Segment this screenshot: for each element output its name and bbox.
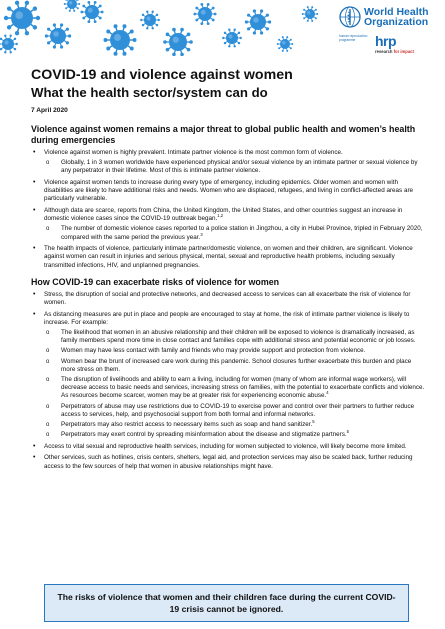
footnote-ref: 1,2 [217, 213, 224, 219]
virus-icon [245, 9, 271, 34]
who-name: World Health Organization [364, 6, 429, 28]
bullet-text: Stress, the disruption of social and protective networks, and decreased access to services can all exacerbate the risk of violence for women. [44, 290, 411, 307]
callout-box [44, 584, 409, 622]
sub-bullet-item [44, 418, 425, 429]
sub-bullet-text: Perpetrators may exert control by spreading misinformation about the disease and stigmatize partners. [61, 431, 347, 439]
bullet-item [31, 311, 425, 440]
sub-bullet-item [44, 225, 425, 241]
footnote-ref: 4 [326, 390, 329, 396]
bullet-text: Violence against women tends to increase during every type of emergency, including epidemics. Older women and women with disabilities are likely to have additional risks and needs. Women who are displaced, refugees, and living in conflict-affected areas are particularly vulnerable. [44, 179, 414, 203]
bullet-item [31, 207, 425, 242]
sub-bullet-text: The likelihood that women in an abusive relationship and their children will be exposed to violence is dramatically increased, as family members spend more time in close contact and families cope with additional stress and potential economic or job losses. [61, 329, 416, 345]
publication-date: 7 April 2020 [31, 107, 68, 114]
logo-area [339, 6, 439, 58]
bullet-item [31, 443, 425, 451]
virus-icon [193, 3, 216, 25]
who-emblem-icon [339, 6, 361, 28]
sub-list [44, 329, 425, 439]
virus-icon [163, 28, 193, 56]
bullet-text: As distancing measures are put in place and people are encouraged to stay at home, the risk of intimate partner violence is likely to increase. For example: [44, 310, 410, 326]
bullet-text: Other services, such as hotlines, crisis centers, shelters, legal aid, and protection services may also be scaled back, further reducing access to the few sources of help that women in abusive relationships might have. [44, 454, 413, 470]
section-1-list [31, 149, 425, 270]
hrp-small-text: human reproduction programme [339, 34, 368, 42]
bullet-item [31, 179, 425, 204]
bullet-text: The health impacts of violence, particularly intimate partner/domestic violence, on women and their children, are significant. Violence against women can result in injuries and serious physical, mental, sexual and reproductive health problems, including sexually transmitted infections, HIV, and unplanned pregnancies. [44, 245, 413, 269]
virus-icon [104, 24, 137, 56]
sub-bullet-text: Women may have less contact with family and friends who may provide support and protection from violence. [61, 347, 366, 355]
virus-icon [0, 35, 18, 54]
sub-bullet-text: The number of domestic violence cases reported to a police station in Jingzhou, a city in Hubei Province, tripled in February 2020, compared with the same period the previous year. [61, 225, 423, 241]
hrp-wordmark: hrp [375, 33, 397, 49]
footnote-ref: 3 [200, 231, 203, 237]
impact-accent: for impact [393, 49, 414, 54]
sub-bullet-item [44, 431, 425, 439]
impact-prefix: research [375, 49, 394, 54]
sub-bullet-item [44, 347, 425, 355]
sub-bullet-item [44, 358, 425, 374]
callout-text: The risks of violence that women and their children face during the current COVID-19 crisis cannot be ignored. [57, 592, 396, 614]
sub-bullet-text: Women bear the brunt of increased care work during this pandemic. School closures further exacerbate this burden and place more stress on them. [61, 357, 412, 373]
virus-icon [277, 36, 294, 52]
section-heading: Violence against women remains a major threat to global public health and women’s health during emergencies [31, 124, 416, 145]
footnote-ref: 5 [312, 418, 315, 424]
bullet-text: Access to vital sexual and reproductive health services, including for women subjected to violence, will likely become more limited. [44, 442, 407, 450]
virus-icon [140, 11, 160, 30]
bullet-item [31, 245, 425, 270]
hrp-logo [339, 33, 439, 57]
virus-icon [45, 23, 71, 48]
sub-bullet-text: Globally, 1 in 3 women worldwide have experienced physical and/or sexual violence by an intimate partner or sexual violence by any perpetrator in their lifetime. Most of this is intimate partner violence. [61, 159, 418, 175]
bullet-item [31, 149, 425, 176]
sub-bullet-item [44, 159, 425, 175]
sub-bullet-item [44, 403, 425, 419]
page-subtitle: What the health sector/system can do [31, 85, 268, 100]
sub-bullet-text: Perpetrators may also restrict access to necessary items such as soap and hand sanitizer. [61, 421, 313, 429]
section-2-list [31, 291, 425, 471]
footnote-ref: 5 [346, 429, 349, 435]
virus-icon [222, 29, 242, 48]
research-for-impact [375, 49, 414, 54]
bullet-item [31, 454, 425, 470]
virus-icon [64, 0, 81, 12]
virus-icon [4, 1, 40, 36]
bullet-text: Violence against women is highly prevalent. Intimate partner violence is the most common form of violence. [44, 149, 343, 156]
header-banner [0, 0, 445, 62]
bullet-text: Although data are scarce, reports from China, the United Kingdom, the United States, and other countries suggest an increase in domestic violence cases since the COVID-19 outbreak began. [44, 207, 403, 223]
document-body [31, 66, 425, 474]
sub-bullet-text: The disruption of livelihoods and ability to earn a living, including for women (many of whom are informal wage workers), will decrease access to basic needs and services, increasing stress on families, with the potential to exacerbate conflicts and violence. As resources become scarcer, women may be at greater risk for experiencing economic abuse. [61, 376, 425, 400]
page-title: COVID-19 and violence against women [31, 67, 293, 83]
section-heading: How COVID-19 can exacerbate risks of violence for women [31, 276, 280, 287]
sub-bullet-text: Perpetrators of abuse may use restrictions due to COVID-19 to exercise power and control over their partners to further reduce access to services, help, and psychosocial support from both formal and informal networks. [61, 402, 415, 418]
bullet-item [31, 291, 425, 307]
virus-icon [302, 6, 319, 22]
sub-bullet-item [44, 376, 425, 401]
virus-icon [80, 1, 103, 23]
sub-list [44, 159, 425, 175]
sub-bullet-item [44, 329, 425, 345]
sub-list [44, 225, 425, 241]
